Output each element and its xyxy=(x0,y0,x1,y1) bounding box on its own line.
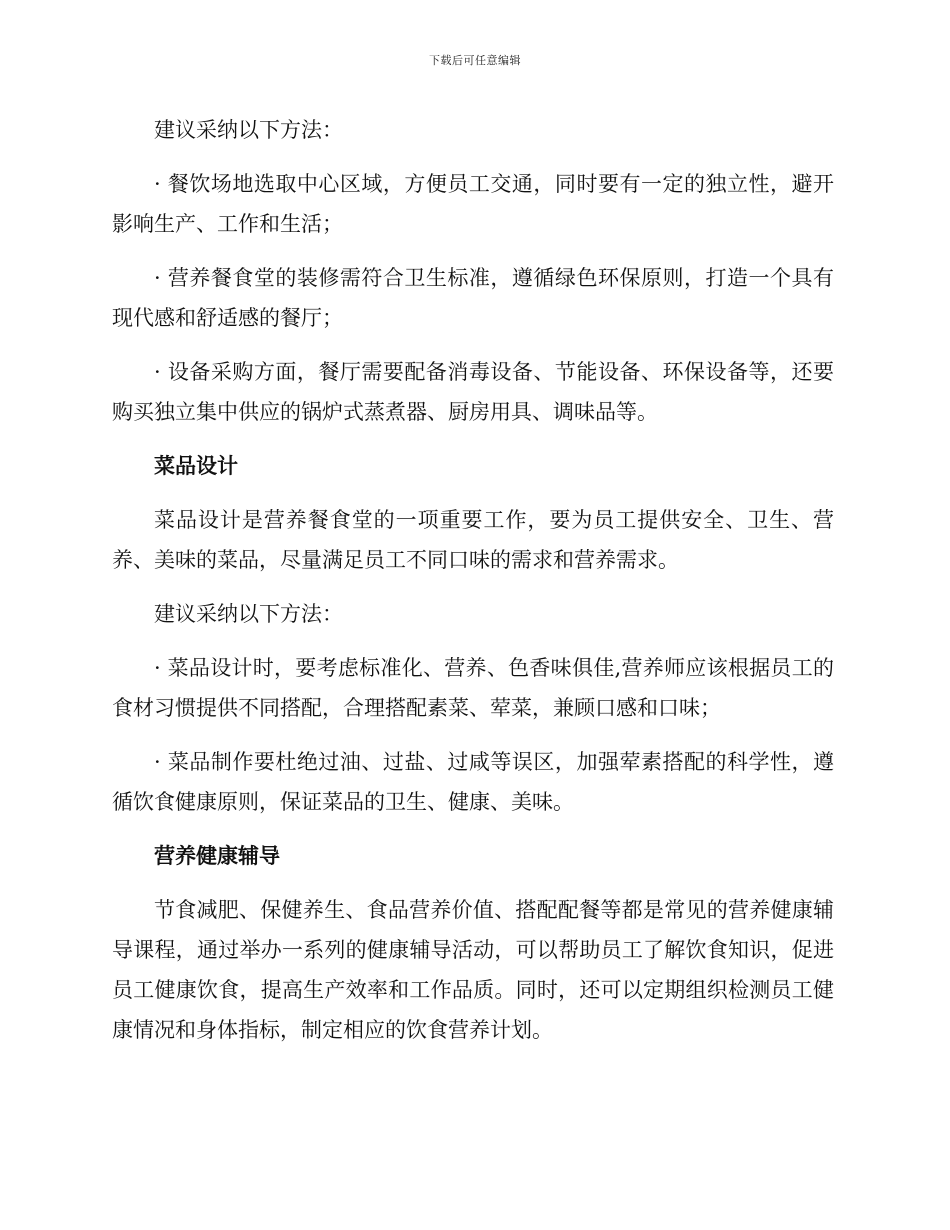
paragraph-intro-2: 建议采纳以下方法： xyxy=(154,602,343,626)
paragraph-menu-design: 菜品设计是营养餐食堂的一项重要工作，要为员工提供安全、卫生、营养、美味的菜品，尽量满足员工不同口味的需求和营养需求。 xyxy=(112,508,834,572)
bullet-menu-cooking: · 菜品制作要杜绝过油、过盐、过咸等误区，加强荤素搭配的科学性，遵循饮食健康原则，保证菜品的卫生、健康、美味。 xyxy=(112,750,834,814)
document-body xyxy=(112,110,834,1064)
section-heading-nutrition-guidance: 营养健康辅导 xyxy=(154,844,280,868)
bullet-menu-standard: · 菜品设计时，要考虑标准化、营养、色香味俱佳,营养师应该根据员工的食材习惯提供不同搭配，合理搭配素菜、荤菜，兼顾口感和口味； xyxy=(112,656,834,720)
section-heading-menu-design: 菜品设计 xyxy=(154,454,238,478)
bullet-equipment: · 设备采购方面，餐厅需要配备消毒设备、节能设备、环保设备等，还要购买独立集中供应的锅炉式蒸煮器、厨房用具、调味品等。 xyxy=(112,360,834,424)
paragraph-intro-1: 建议采纳以下方法： xyxy=(154,118,343,142)
bullet-venue: · 餐饮场地选取中心区域，方便员工交通，同时要有一定的独立性，避开影响生产、工作和生活； xyxy=(112,172,834,236)
page-header: 下载后可任意编辑 xyxy=(429,54,521,67)
paragraph-nutrition-guidance: 节食减肥、保健养生、食品营养价值、搭配配餐等都是常见的营养健康辅导课程，通过举办一系列的健康辅导活动，可以帮助员工了解饮食知识，促进员工健康饮食，提高生产效率和工作品质。同时，还可以定期组织检测员工健康情况和身体指标，制定相应的饮食营养计划。 xyxy=(112,898,834,1042)
bullet-decoration: · 营养餐食堂的装修需符合卫生标准，遵循绿色环保原则，打造一个具有现代感和舒适感的餐厅； xyxy=(112,266,834,330)
